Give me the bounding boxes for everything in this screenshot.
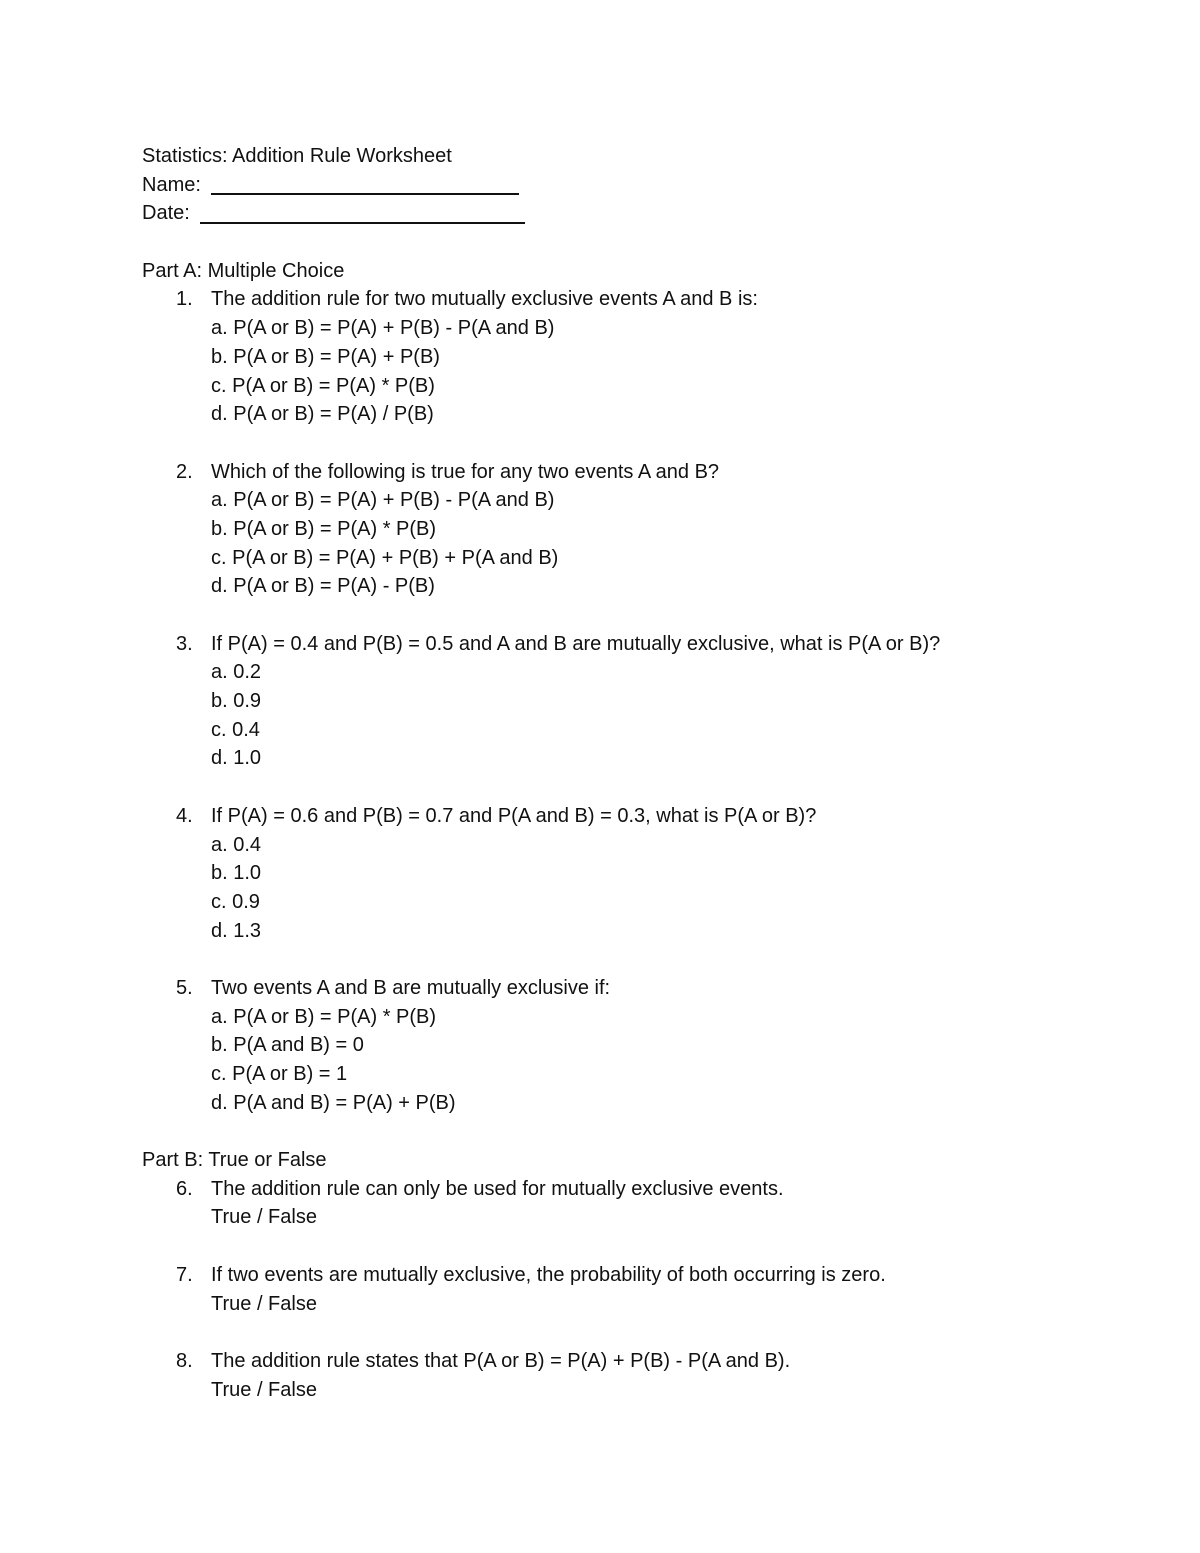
option-3a: a. 0.2 bbox=[211, 661, 262, 684]
question-number: 3. bbox=[176, 632, 193, 655]
question-text: The addition rule for two mutually exclusive events A and B is: bbox=[211, 288, 758, 311]
question-text: If two events are mutually exclusive, the probability of both occurring is zero. bbox=[211, 1263, 886, 1286]
question-number: 7. bbox=[176, 1263, 193, 1286]
question-6 bbox=[142, 1175, 1102, 1204]
option-1a: a. P(A or B) = P(A) + P(B) - P(A and B) bbox=[211, 317, 555, 340]
option-4d: d. 1.3 bbox=[211, 919, 262, 942]
question-text: The addition rule can only be used for mutually exclusive events. bbox=[211, 1177, 784, 1200]
question-number: 6. bbox=[176, 1177, 193, 1200]
option-4b: b. 1.0 bbox=[211, 862, 262, 885]
option-3c: c. 0.4 bbox=[211, 718, 260, 741]
spacer bbox=[142, 1117, 1102, 1146]
name-label: Name: bbox=[142, 173, 201, 196]
date-label: Date: bbox=[142, 202, 190, 225]
question-7 bbox=[142, 1261, 1102, 1290]
option-5a: a. P(A or B) = P(A) * P(B) bbox=[211, 1005, 437, 1028]
question-text: The addition rule states that P(A or B) = P(A) + P(B) - P(A and B). bbox=[211, 1349, 791, 1372]
worksheet-title: Statistics: Addition Rule Worksheet bbox=[142, 145, 452, 167]
question-number: 4. bbox=[176, 804, 193, 827]
true-false-8: True / False bbox=[211, 1378, 317, 1401]
option-5c: c. P(A or B) = 1 bbox=[211, 1063, 348, 1085]
question-number: 1. bbox=[176, 288, 193, 311]
worksheet-page bbox=[142, 142, 1102, 1404]
option-5d: d. P(A and B) = P(A) + P(B) bbox=[211, 1091, 456, 1114]
spacer bbox=[142, 228, 1102, 257]
option-1d: d. P(A or B) = P(A) / P(B) bbox=[211, 403, 434, 426]
question-text: If P(A) = 0.4 and P(B) = 0.5 and A and B are mutually exclusive, what is P(A or B)? bbox=[211, 632, 941, 655]
date-blank bbox=[200, 202, 525, 224]
option-3d: d. 1.0 bbox=[211, 747, 262, 770]
question-text: If P(A) = 0.6 and P(B) = 0.7 and P(A and B) = 0.3, what is P(A or B)? bbox=[211, 804, 817, 827]
option-5b: b. P(A and B) = 0 bbox=[211, 1034, 364, 1057]
option-2b: b. P(A or B) = P(A) * P(B) bbox=[211, 517, 437, 540]
spacer bbox=[142, 601, 1102, 630]
question-text: Two events A and B are mutually exclusive if: bbox=[211, 976, 611, 999]
question-2 bbox=[142, 458, 1102, 487]
part-a-heading: Part A: Multiple Choice bbox=[142, 259, 345, 282]
date-field-row bbox=[142, 199, 1102, 228]
option-2d: d. P(A or B) = P(A) - P(B) bbox=[211, 575, 435, 598]
option-2a: a. P(A or B) = P(A) + P(B) - P(A and B) bbox=[211, 489, 555, 512]
part-b-heading: Part B: True or False bbox=[142, 1149, 327, 1172]
name-blank bbox=[211, 173, 519, 195]
question-8 bbox=[142, 1347, 1102, 1376]
spacer bbox=[142, 429, 1102, 458]
question-4 bbox=[142, 802, 1102, 831]
spacer bbox=[142, 773, 1102, 802]
question-number: 2. bbox=[176, 460, 193, 483]
option-4a: a. 0.4 bbox=[211, 833, 262, 856]
true-false-6: True / False bbox=[211, 1206, 317, 1229]
spacer bbox=[142, 1318, 1102, 1347]
question-number: 8. bbox=[176, 1349, 193, 1372]
spacer bbox=[142, 1232, 1102, 1261]
question-number: 5. bbox=[176, 976, 193, 999]
true-false-7: True / False bbox=[211, 1292, 317, 1315]
question-5 bbox=[142, 974, 1102, 1003]
name-field-row bbox=[142, 171, 1102, 200]
question-1 bbox=[142, 285, 1102, 314]
option-3b: b. 0.9 bbox=[211, 690, 262, 713]
option-4c: c. 0.9 bbox=[211, 890, 260, 913]
question-text: Which of the following is true for any two events A and B? bbox=[211, 460, 720, 483]
option-1b: b. P(A or B) = P(A) + P(B) bbox=[211, 345, 440, 368]
option-1c: c. P(A or B) = P(A) * P(B) bbox=[211, 374, 435, 397]
question-3 bbox=[142, 630, 1102, 659]
option-2c: c. P(A or B) = P(A) + P(B) + P(A and B) bbox=[211, 546, 559, 569]
spacer bbox=[142, 945, 1102, 974]
